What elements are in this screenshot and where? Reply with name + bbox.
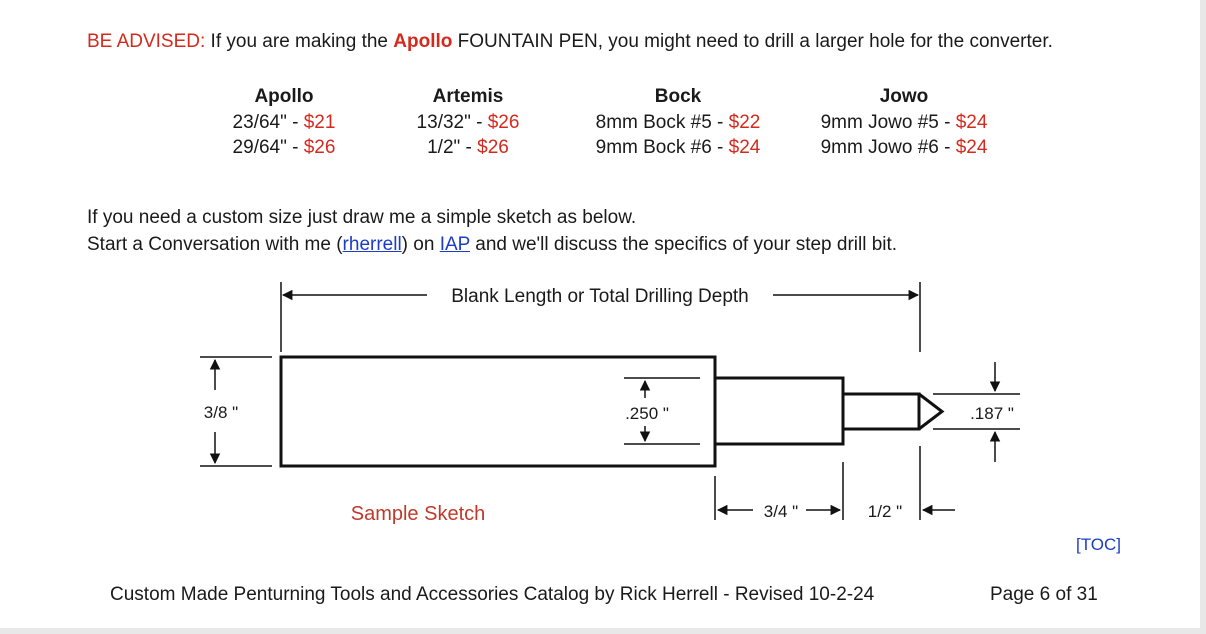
total-length-label: Blank Length or Total Drilling Depth <box>451 286 749 307</box>
price-column-jowo <box>821 84 988 161</box>
price-row <box>233 135 336 161</box>
sample-sketch-diagram <box>0 270 1200 532</box>
dia-main-label: 3/8 " <box>203 403 239 422</box>
size-label: 29/64" - <box>232 137 304 158</box>
price-row <box>821 110 988 136</box>
toc-link[interactable]: [TOC] <box>1076 535 1122 554</box>
custom-size-text <box>87 204 897 258</box>
price-value: $24 <box>955 137 988 158</box>
dia-tip-label: .187 " <box>970 404 1014 423</box>
sketch-caption: Sample Sketch <box>350 503 486 525</box>
price-row <box>233 110 336 136</box>
price-value: $26 <box>487 111 520 133</box>
price-column-bock <box>596 84 761 161</box>
column-header: Jowo <box>879 86 929 107</box>
len-tip-label: 1/2 " <box>867 502 903 521</box>
user-link[interactable]: rherrell <box>342 234 402 255</box>
price-value: $22 <box>728 111 761 133</box>
notice-text-after: FOUNTAIN PEN, you might need to drill a larger hole for the converter. <box>452 31 1053 52</box>
notice-line <box>87 31 1053 53</box>
drill-tip-body <box>843 394 919 429</box>
price-row <box>417 110 520 136</box>
notice-text-before: If you are making the <box>205 31 394 52</box>
price-value: $26 <box>477 137 509 158</box>
drill-step-body <box>715 378 843 444</box>
dia-step-label: .250 " <box>625 404 669 423</box>
size-label: 9mm Bock #6 - <box>595 137 729 158</box>
price-row <box>821 135 988 161</box>
size-label: 9mm Jowo #5 - <box>820 111 956 133</box>
price-value: $26 <box>303 137 336 158</box>
footer-text: Custom Made Penturning Tools and Accessories Catalog by Rick Herrell - Revised 10-2-24 <box>110 584 875 605</box>
custom-line-2 <box>87 231 897 258</box>
custom-line-2-before: Start a Conversation with me ( <box>87 234 343 255</box>
drill-tip-point <box>919 394 942 429</box>
price-value: $24 <box>955 111 988 133</box>
column-header: Apollo <box>254 86 314 107</box>
page-number: Page 6 of 31 <box>990 584 1098 605</box>
custom-line-1: If you need a custom size just draw me a simple sketch as below. <box>87 207 637 228</box>
price-row <box>417 135 520 161</box>
size-label: 8mm Bock #5 - <box>595 111 729 133</box>
notice-product: Apollo <box>393 31 453 52</box>
price-value: $21 <box>303 111 336 133</box>
price-column-apollo <box>233 84 336 161</box>
price-value: $24 <box>728 137 761 158</box>
iap-link[interactable]: IAP <box>439 234 470 255</box>
size-label: 1/2" - <box>427 137 478 158</box>
custom-line-2-mid: ) on <box>401 234 440 255</box>
len-step-label: 3/4 " <box>763 502 799 521</box>
column-header: Bock <box>654 86 702 107</box>
size-label: 13/32" - <box>416 111 488 133</box>
custom-line-2-after: and we'll discuss the specifics of your step drill bit. <box>469 234 898 255</box>
price-row <box>596 135 761 161</box>
price-row <box>596 110 761 136</box>
notice-prefix: BE ADVISED: <box>87 31 206 52</box>
column-header: Artemis <box>432 86 504 107</box>
size-label: 23/64" - <box>232 111 304 133</box>
size-label: 9mm Jowo #6 - <box>820 137 956 158</box>
price-column-artemis <box>417 84 520 161</box>
